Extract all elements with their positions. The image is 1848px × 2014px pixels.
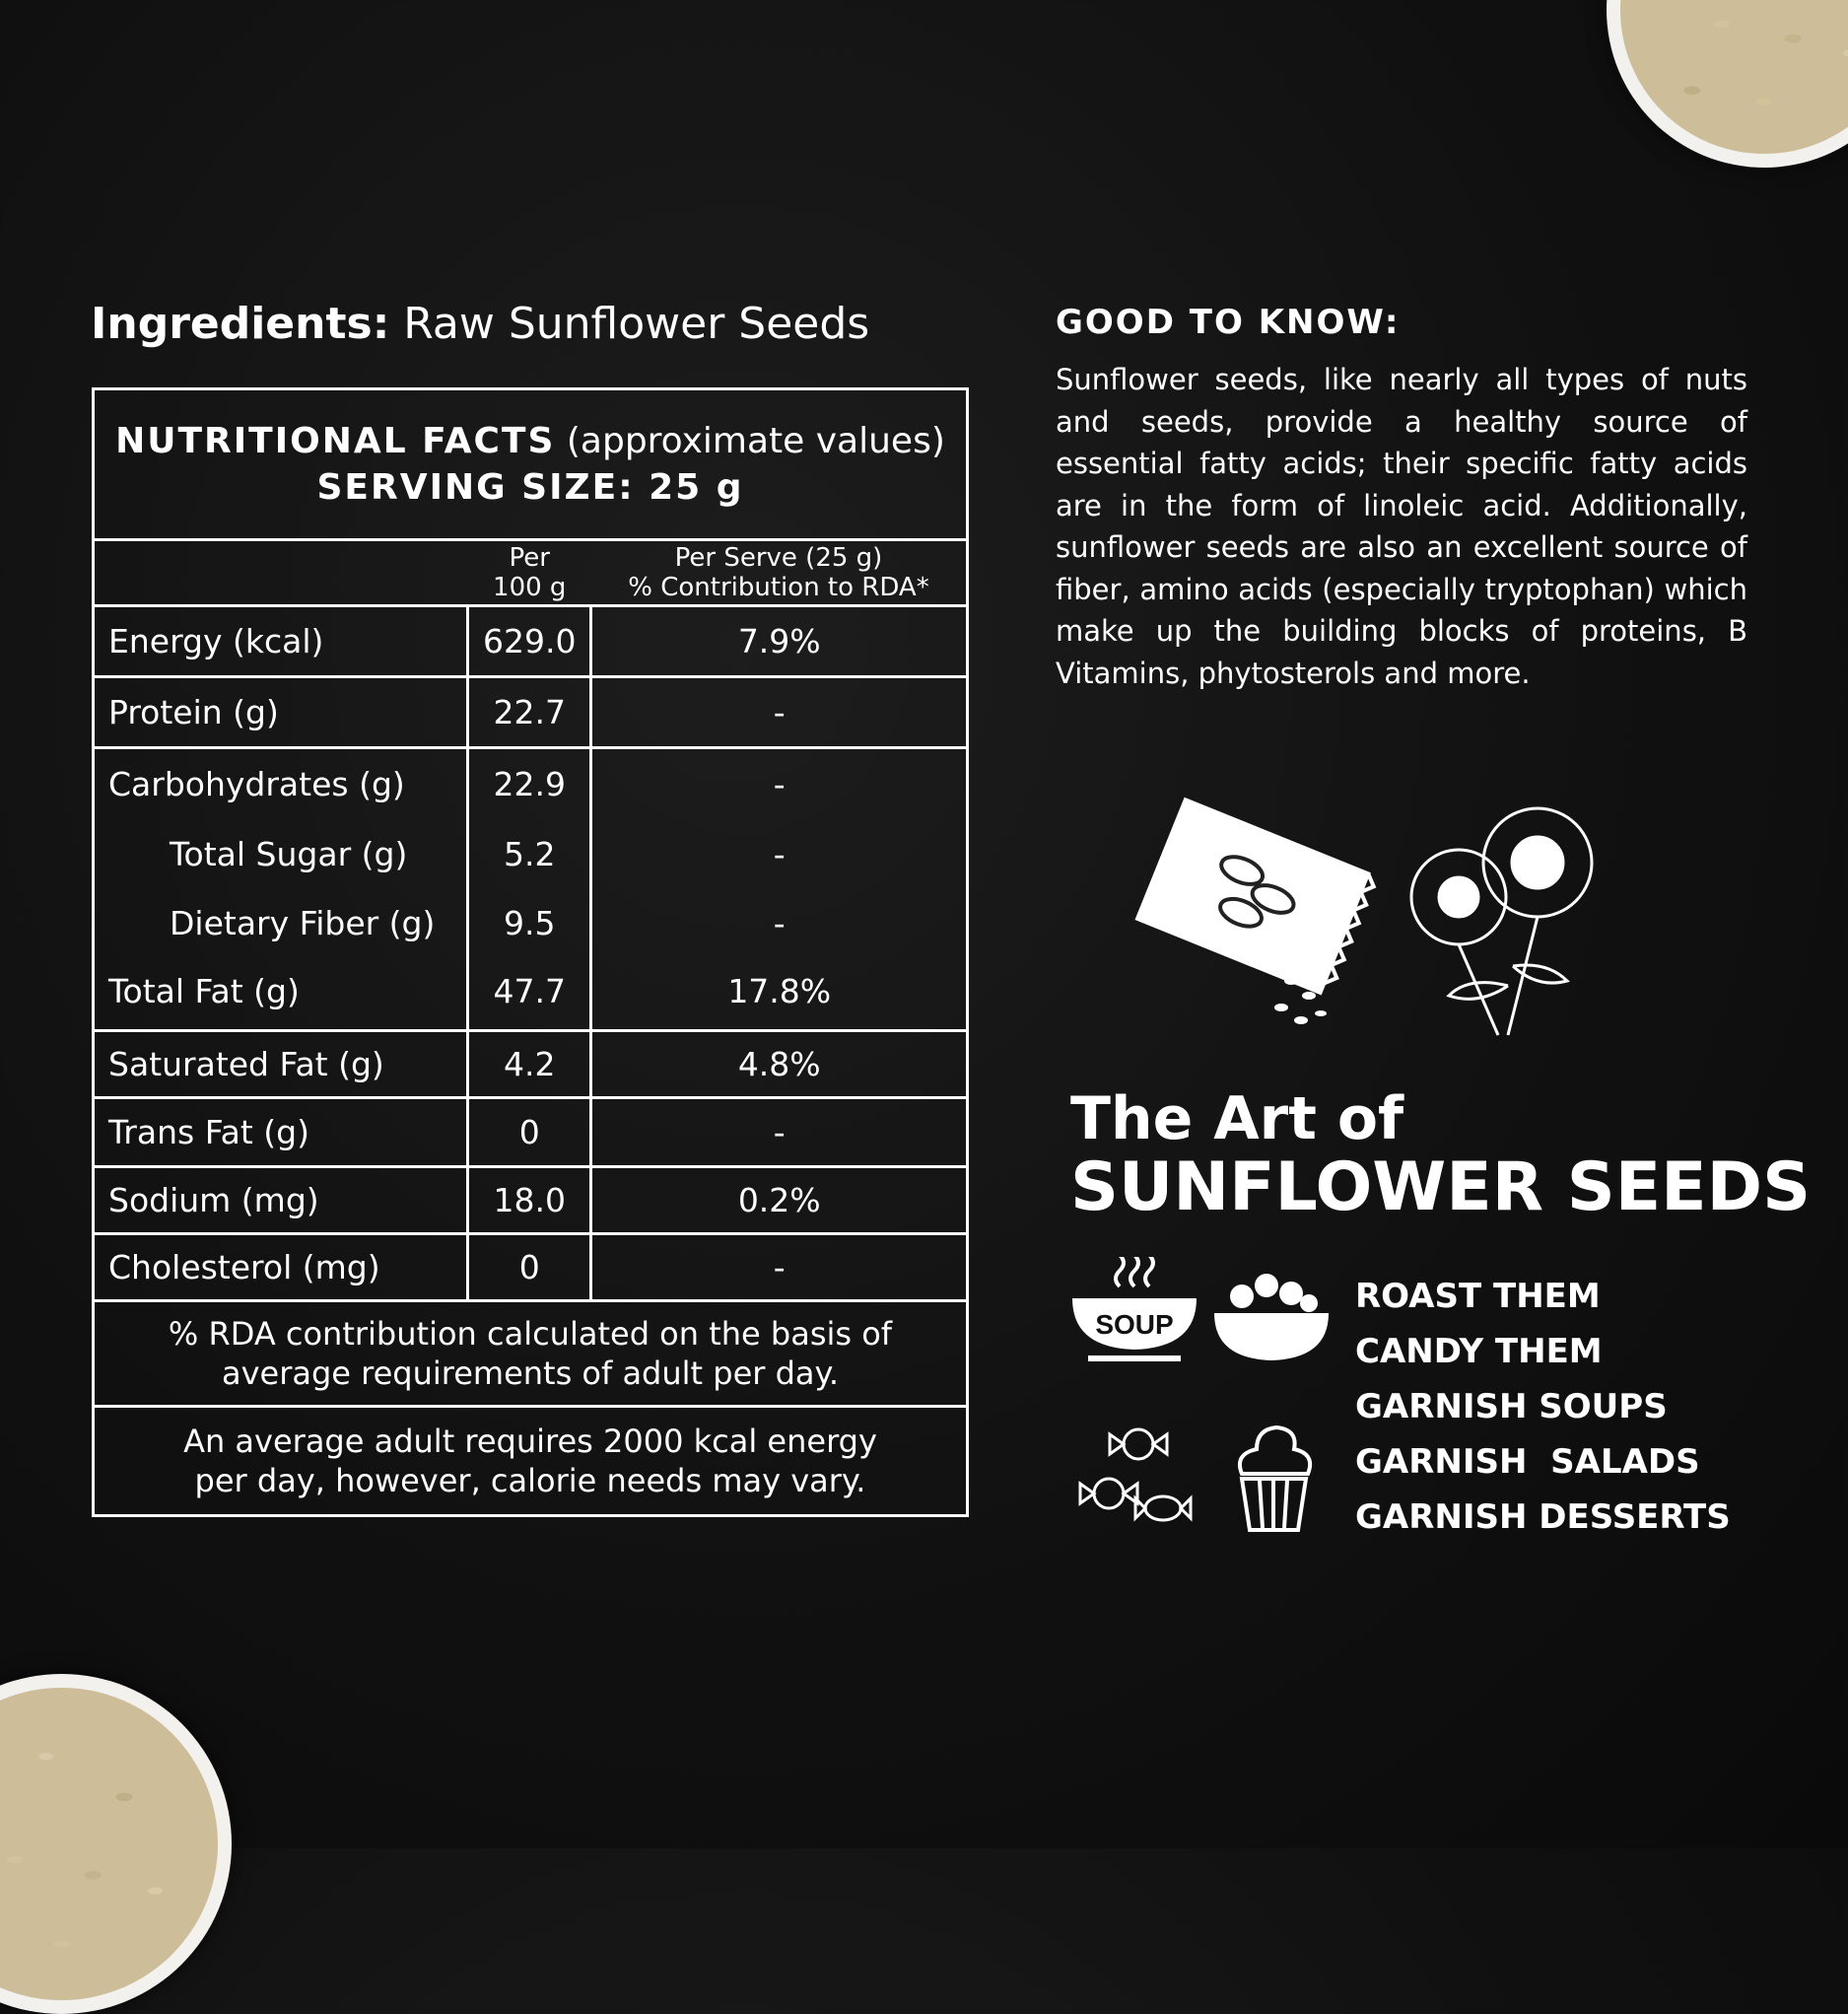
soup-label: SOUP	[1095, 1309, 1174, 1340]
nutrition-title: NUTRITIONAL FACTS	[115, 421, 556, 461]
seed-bowl-top-right	[1607, 0, 1848, 168]
table-row-group-fat-carbs	[94, 748, 968, 1031]
row-rda: 7.9%	[591, 606, 968, 677]
table-row	[94, 677, 968, 748]
row-label: Cholesterol (mg)	[94, 1234, 468, 1301]
soup-bowl-icon	[1070, 1257, 1198, 1365]
seed-bowl-bottom-left	[0, 1674, 232, 2014]
table-row	[94, 1234, 968, 1301]
use-item: ROAST THEM	[1355, 1277, 1601, 1316]
energy-note-line1: An average adult requires 2000 kcal energy	[183, 1423, 877, 1460]
nutrition-title-note: (approximate values)	[566, 421, 945, 461]
good-to-know-body: Sunflower seeds, like nearly all types of nuts and seeds, provide a healthy source of essential fatty acids; their specific fatty acids are in the form of linoleic acid. Additionally, sunflower seeds are also an excellent source of fiber, amino acids (especially tryptophan) which make up the building blocks of proteins, B Vitamins, phytosterols and more.	[1056, 363, 1747, 690]
column-header-row	[94, 540, 968, 606]
table-row	[94, 1031, 968, 1098]
row-per100: 5.2	[504, 835, 556, 873]
ingredients-line	[91, 299, 869, 349]
col-per100-unit: 100 g	[493, 573, 567, 602]
use-item: GARNISH SALADS	[1355, 1442, 1700, 1482]
row-per100: 629.0	[468, 606, 591, 677]
row-per100: 18.0	[468, 1167, 591, 1234]
row-label: Carbohydrates (g)	[108, 765, 405, 803]
row-per100: 9.5	[504, 904, 556, 942]
cupcake-icon	[1232, 1420, 1316, 1533]
row-rda: -	[591, 1098, 968, 1167]
nutrition-table	[92, 387, 969, 1517]
energy-note-line2: per day, however, calorie needs may vary.	[194, 1462, 866, 1499]
row-rda: -	[591, 1234, 968, 1301]
nutrition-header	[94, 389, 968, 540]
row-per100: 0	[468, 1234, 591, 1301]
table-row	[94, 1167, 968, 1234]
art-title-line2: SUNFLOWER SEEDS	[1070, 1148, 1812, 1226]
art-title-line1: The Art of	[1070, 1084, 1404, 1153]
row-rda: -	[773, 904, 786, 942]
row-label: Protein (g)	[94, 677, 468, 748]
ingredients-label: Ingredients:	[91, 299, 390, 349]
row-label: Total Fat (g)	[108, 972, 300, 1010]
table-row	[94, 606, 968, 677]
good-to-know-heading: GOOD TO KNOW:	[1056, 303, 1401, 342]
use-item: GARNISH SOUPS	[1355, 1387, 1668, 1426]
row-per100: 22.9	[493, 765, 566, 803]
rda-note	[94, 1301, 968, 1407]
row-rda: -	[773, 835, 786, 873]
row-rda: 0.2%	[591, 1167, 968, 1234]
rda-note-line2: average requirements of adult per day.	[221, 1354, 840, 1392]
row-rda: 4.8%	[591, 1031, 968, 1098]
rda-note-line1: % RDA contribution calculated on the basis of	[168, 1315, 893, 1353]
serving-size: SERVING SIZE: 25 g	[316, 467, 744, 508]
seed-packet-icon	[1124, 789, 1380, 1035]
row-per100: 0	[468, 1098, 591, 1167]
use-item: GARNISH DESSERTS	[1355, 1497, 1731, 1537]
row-rda: -	[773, 765, 786, 803]
ingredients-value: Raw Sunflower Seeds	[403, 299, 870, 349]
uses-list	[1355, 1269, 1731, 1545]
col-rda: % Contribution to RDA*	[628, 573, 929, 602]
row-per100: 22.7	[468, 677, 591, 748]
col-per100: Per	[509, 543, 550, 573]
row-label: Energy (kcal)	[94, 606, 468, 677]
candy-icon	[1069, 1420, 1207, 1538]
row-label: Sodium (mg)	[94, 1167, 468, 1234]
row-label: Trans Fat (g)	[94, 1098, 468, 1167]
row-rda: -	[591, 677, 968, 748]
row-label: Saturated Fat (g)	[94, 1031, 468, 1098]
row-per100: 4.2	[468, 1031, 591, 1098]
row-label: Dietary Fiber (g)	[170, 904, 436, 942]
table-row	[94, 1098, 968, 1167]
row-per100: 47.7	[493, 972, 566, 1010]
row-rda: 17.8%	[727, 972, 832, 1010]
salad-bowl-icon	[1212, 1272, 1331, 1365]
use-item: CANDY THEM	[1355, 1332, 1603, 1371]
energy-note	[94, 1407, 968, 1516]
row-label: Total Sugar (g)	[170, 835, 408, 873]
col-per-serve: Per Serve (25 g)	[674, 543, 883, 573]
sunflower-icon	[1390, 789, 1626, 1040]
